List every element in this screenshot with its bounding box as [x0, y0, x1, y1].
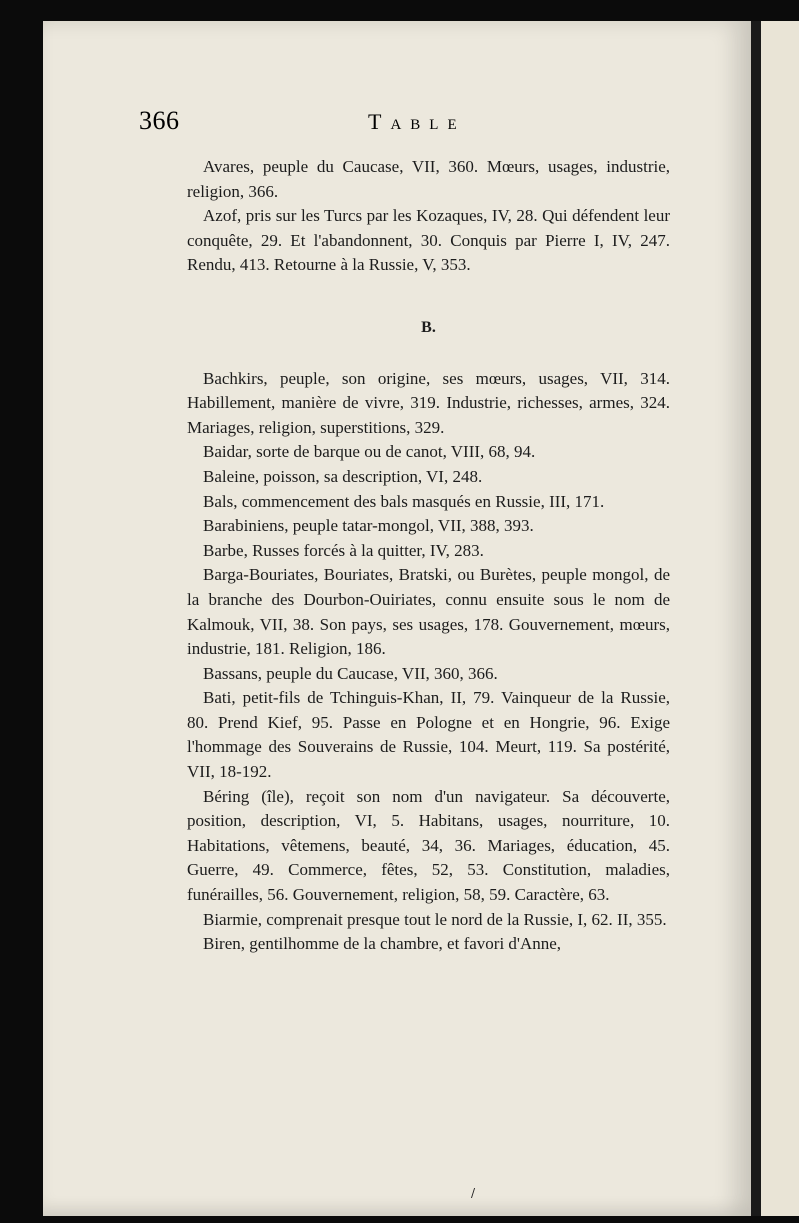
running-head: Table — [368, 109, 466, 134]
index-entry: Biren, gentilhomme de la chambre, et favori d'Anne, — [203, 934, 562, 954]
index-entry: Barbe, Russes forcés à la quitter, IV, 283. — [203, 540, 484, 560]
index-entry: Bals, commencement des bals masqués en Russie, III, 171. — [203, 491, 605, 511]
index-entry: Baleine, poisson, sa description, VI, 248. — [203, 466, 483, 486]
index-entry: Bachkirs, peuple, son origine, ses mœurs, usages, VII, 314. Habillement, manière de vivre, 319. Industrie, richesses, armes, 324. Mariages, religion, superstitions, 329. — [187, 368, 670, 437]
book-gutter — [751, 21, 761, 1216]
index-entry: Baidar, sorte de barque ou de canot, VIII, 68, 94. — [203, 442, 536, 462]
section-letter: B. — [421, 318, 436, 336]
index-entry: Azof, pris sur les Turcs par les Kozaques, IV, 28. Qui défendent leur conquête, 29. Et l'abandonnent, 30. Conquis par Pierre I, IV, 247. Rendu, 413. Retourne à la Russie, V, 353. — [187, 206, 670, 275]
index-text — [187, 155, 670, 957]
index-entry: Avares, peuple du Caucase, VII, 360. Mœurs, usages, industrie, religion, 366. — [187, 157, 670, 201]
page-number: 366 — [139, 106, 180, 135]
index-entry: Bati, petit-fils de Tchinguis-Khan, II, 79. Vainqueur de la Russie, 80. Prend Kief, 95. Passe en Pologne et en Hongrie, 96. Exige l'hommage des Souverains de Russie, 104. Meurt, 119. Sa postérité, VII, 18-192. — [187, 688, 670, 782]
index-entry: Biarmie, comprenait presque tout le nord de la Russie, I, 62. II, 355. — [203, 909, 667, 929]
facing-page-edge — [761, 21, 799, 1216]
index-entry: Béring (île), reçoit son nom d'un navigateur. Sa découverte, position, description, VI, 5. Habitans, usages, nourriture, 10. Habitations, vêtemens, beauté, 34, 36. Mariages, éducation, 45. Guerre, 49. Commerce, fêtes, 52, 53. Constitution, maladies, funérailles, 56. Gouvernement, religion, 58, 59. Caractère, 63. — [187, 786, 670, 905]
index-entry: Barabiniens, peuple tatar-mongol, VII, 388, 393. — [203, 516, 534, 536]
footer-mark: / — [471, 1186, 476, 1200]
index-entry: Bassans, peuple du Caucase, VII, 360, 366. — [203, 663, 498, 683]
index-entry: Barga-Bouriates, Bouriates, Bratski, ou Burètes, peuple mongol, de la branche des Dourbon-Ouiriates, connu ensuite sous le nom de Kalmouk, VII, 38. Son pays, ses usages, 178. Gouvernement, mœurs, industrie, 181. Religion, 186. — [187, 565, 670, 659]
